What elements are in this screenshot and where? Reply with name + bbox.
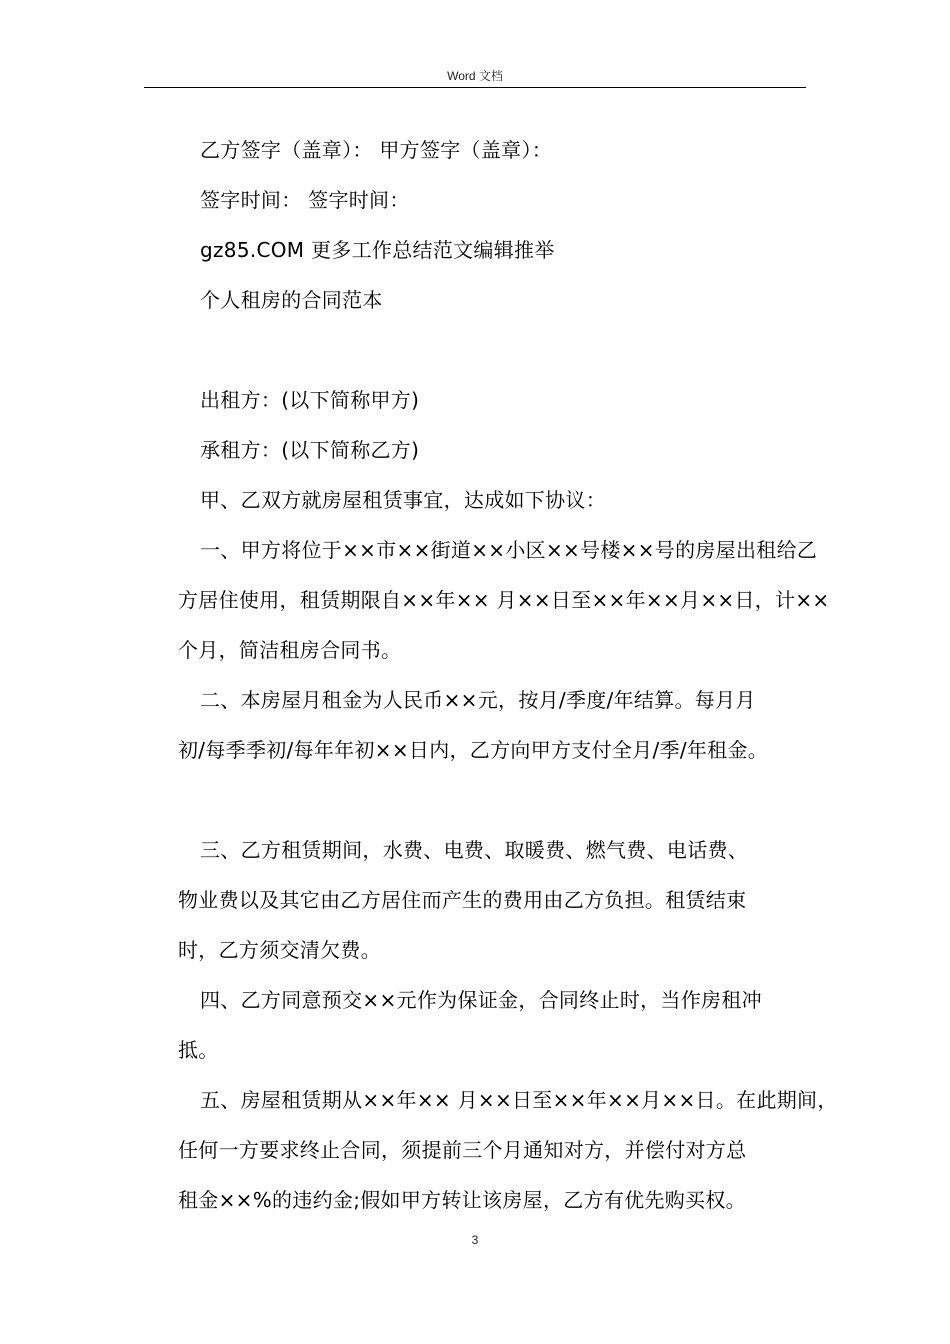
agreement-intro: 甲、乙双方就房屋租赁事宜，达成如下协议： (200, 488, 606, 512)
blank-line (178, 778, 808, 828)
clause-1-line-3: 个月，简洁租房合同书。 (178, 638, 402, 662)
page-number: 3 (471, 1233, 479, 1247)
clause-2-line-2: 初/每季季初/每年年初××日内，乙方向甲方支付全月/季/年租金。 (178, 738, 769, 762)
header-divider (144, 87, 806, 88)
clause-3-line-1: 三、乙方租赁期间，水费、电费、取暖费、燃气费、电话费、 (200, 838, 749, 862)
clause-4-line-1: 四、乙方同意预交××元作为保证金，合同终止时，当作房租冲 (200, 988, 762, 1012)
clause-2-line-1: 二、本房屋月租金为人民币××元，按月/季度/年结算。每月月 (200, 688, 756, 712)
signature-date-line: 签字时间： 签字时间： (200, 188, 410, 212)
lessor-line: 出租方：(以下简称甲方) (200, 388, 420, 412)
clause-3-line-3: 时，乙方须交清欠费。 (178, 938, 381, 962)
clause-5-line-1: 五、房屋租赁期从××年×× 月××日至××年××月××日。在此期间， (200, 1088, 838, 1112)
clause-3-line-2: 物业费以及其它由乙方居住而产生的费用由乙方负担。租赁结束 (178, 888, 747, 912)
signature-line: 乙方签字（盖章）： 甲方签字（盖章）： (200, 138, 553, 162)
clause-5-line-3: 租金××%的违约金;假如甲方转让该房屋，乙方有优先购买权。 (178, 1188, 746, 1212)
clause-5-line-2: 任何一方要求终止合同，须提前三个月通知对方，并偿付对方总 (178, 1138, 747, 1162)
contract-title: 个人租房的合同范本 (200, 288, 383, 312)
recommendation-line: gz85.COM 更多工作总结范文编辑推举 (200, 238, 555, 262)
blank-line (178, 328, 808, 378)
page-header-title: Word 文档 (447, 69, 503, 83)
document-body (178, 128, 838, 1228)
lessee-line: 承租方：(以下简称乙方) (200, 438, 420, 462)
clause-1-line-1: 一、甲方将位于××市××街道××小区××号楼××号的房屋出租给乙 (200, 538, 818, 562)
clause-4-line-2: 抵。 (178, 1038, 219, 1062)
clause-1-line-2: 方居住使用，租赁期限自××年×× 月××日至××年××月××日，计×× (178, 588, 830, 612)
